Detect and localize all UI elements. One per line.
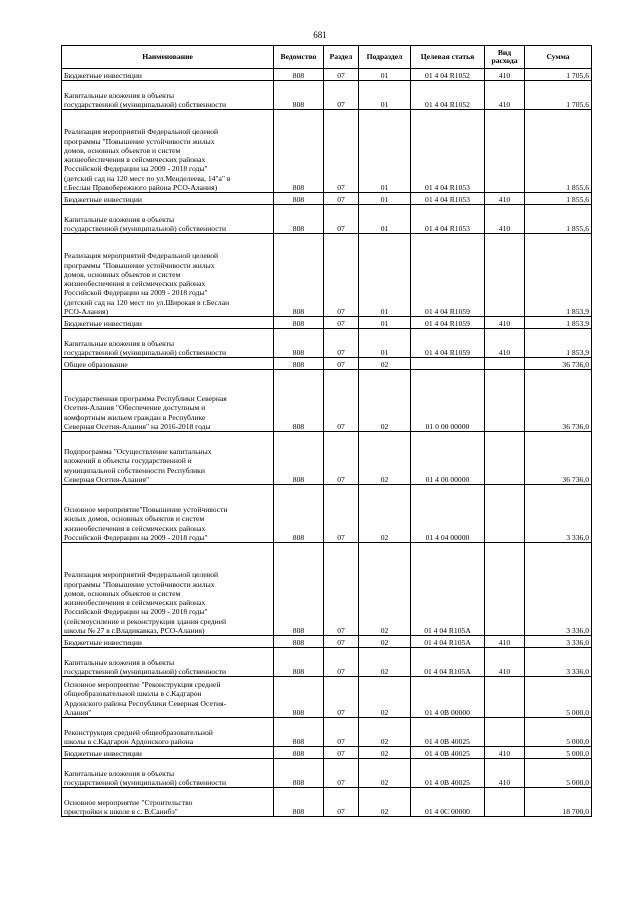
cell-subsection: 02: [359, 432, 411, 485]
table-row: [62, 358, 592, 370]
cell-name: Государственная программа Республики Северная Осетия-Алания "Обеспечение доступным и комфортным жильем граждан в Республике Северная Осетия-Алания" на 2016-2018 годы: [62, 370, 274, 432]
cell-name: Реализация мероприятий Федеральной целевой программы "Повышение устойчивости жилых домов, основных объектов и систем жизнеобеспечения в сейсмических районах Российской Федерации на 2009 - 2018 годы" (детский сад на 120 мест по ул.Менделеева, 14"а" в г.Беслан Правобережного района РСО-Алания): [62, 110, 274, 193]
cell-sum: 1 855,6: [525, 193, 592, 205]
cell-dept: 808: [274, 747, 324, 759]
cell-section: 07: [324, 788, 359, 817]
header-exp-type: Вид расхода: [485, 46, 525, 69]
cell-dept: 808: [274, 485, 324, 543]
cell-sum: 5 000,0: [525, 759, 592, 788]
cell-section: 07: [324, 759, 359, 788]
cell-name: Основное мероприятие "Реконструкция средней общеобразовательной школы в с.Кадгарон Ардонского района Республики Северная Осетия- Алания": [62, 677, 274, 718]
cell-dept: 808: [274, 370, 324, 432]
table-row: [62, 370, 592, 432]
cell-subsection: 02: [359, 370, 411, 432]
cell-target: [411, 358, 485, 370]
cell-section: 07: [324, 636, 359, 648]
cell-section: 07: [324, 648, 359, 677]
cell-dept: 808: [274, 636, 324, 648]
cell-sum: 1 705,6: [525, 81, 592, 110]
cell-dept: 808: [274, 432, 324, 485]
cell-target: 01 4 04 R1053: [411, 205, 485, 234]
cell-dept: 808: [274, 205, 324, 234]
cell-sum: 3 336,0: [525, 648, 592, 677]
cell-name: Бюджетные инвестиции: [62, 747, 274, 759]
table-row: [62, 317, 592, 329]
cell-subsection: 01: [359, 205, 411, 234]
cell-dept: 808: [274, 648, 324, 677]
table-row: [62, 718, 592, 747]
cell-name: Капитальные вложения в объекты государственной (муниципальной) собственности: [62, 648, 274, 677]
cell-exp-type: [485, 788, 525, 817]
cell-subsection: 02: [359, 485, 411, 543]
cell-name: Реализация мероприятий Федеральной целевой программы "Повышение устойчивости жилых домов, основных объектов и систем жизнеобеспечения в сейсмических районах Российской Федерации на 2009 - 2018 годы" (сейсмоусиление и реконструкция здания средней школы № 27 в г.Владикавказ, РСО-Алания): [62, 543, 274, 636]
cell-sum: 1 853,9: [525, 329, 592, 358]
cell-subsection: 01: [359, 193, 411, 205]
cell-name: Реконструкция средней общеобразовательной школы в с.Кадгарон Ардонского района: [62, 718, 274, 747]
cell-subsection: 02: [359, 788, 411, 817]
cell-exp-type: 410: [485, 205, 525, 234]
cell-subsection: 02: [359, 747, 411, 759]
cell-section: 07: [324, 485, 359, 543]
header-section: Раздел: [324, 46, 359, 69]
cell-target: 01 0 00 00000: [411, 370, 485, 432]
cell-sum: 1 855,6: [525, 205, 592, 234]
cell-exp-type: 410: [485, 69, 525, 81]
cell-sum: 36 736,0: [525, 370, 592, 432]
cell-target: 01 4 04 R1052: [411, 69, 485, 81]
cell-target: 01 4 04 R1059: [411, 234, 485, 317]
cell-dept: 808: [274, 718, 324, 747]
cell-dept: 808: [274, 358, 324, 370]
cell-section: 07: [324, 234, 359, 317]
cell-exp-type: 410: [485, 193, 525, 205]
table-header: [62, 46, 592, 69]
cell-name: Бюджетные инвестиции: [62, 636, 274, 648]
cell-name: Основное мероприятие"Повышение устойчивости жилых домов, основных объектов и систем жизнеобеспечения в сейсмических районах Российской Федерации на 2009 - 2018 годы": [62, 485, 274, 543]
cell-subsection: 02: [359, 677, 411, 718]
cell-exp-type: 410: [485, 329, 525, 358]
cell-section: 07: [324, 317, 359, 329]
cell-target: 01 4 04 R105A: [411, 636, 485, 648]
cell-exp-type: [485, 234, 525, 317]
cell-sum: 5 000,0: [525, 677, 592, 718]
table-row: [62, 69, 592, 81]
cell-target: 01 4 04 R1059: [411, 317, 485, 329]
cell-name: Бюджетные инвестиции: [62, 69, 274, 81]
cell-section: 07: [324, 358, 359, 370]
table-row: [62, 747, 592, 759]
cell-target: 01 4 0В 40025: [411, 718, 485, 747]
cell-target: 01 4 04 R1053: [411, 110, 485, 193]
cell-name: Основное мероприятие "Строительство пристройки к школе в с. В.Санибэ": [62, 788, 274, 817]
cell-dept: 808: [274, 788, 324, 817]
cell-exp-type: [485, 485, 525, 543]
cell-dept: 808: [274, 329, 324, 358]
cell-exp-type: [485, 677, 525, 718]
cell-section: 07: [324, 718, 359, 747]
cell-section: 07: [324, 110, 359, 193]
table-row: [62, 432, 592, 485]
cell-name: Капитальные вложения в объекты государственной (муниципальной) собственности: [62, 205, 274, 234]
cell-name: Бюджетные инвестиции: [62, 317, 274, 329]
cell-name: Бюджетные инвестиции: [62, 193, 274, 205]
table-row: [62, 205, 592, 234]
cell-dept: 808: [274, 543, 324, 636]
cell-target: 01 4 00 00000: [411, 432, 485, 485]
cell-subsection: 02: [359, 636, 411, 648]
table-row: [62, 193, 592, 205]
cell-section: 07: [324, 205, 359, 234]
cell-sum: 1 853,9: [525, 317, 592, 329]
table-row: [62, 234, 592, 317]
cell-sum: 5 000,0: [525, 747, 592, 759]
cell-target: 01 4 04 00000: [411, 485, 485, 543]
cell-exp-type: 410: [485, 81, 525, 110]
cell-sum: 36 736,0: [525, 358, 592, 370]
table-row: [62, 648, 592, 677]
cell-sum: 3 336,0: [525, 543, 592, 636]
table-body: [62, 69, 592, 817]
cell-exp-type: 410: [485, 759, 525, 788]
cell-sum: 36 736,0: [525, 432, 592, 485]
header-dept: Ведомство: [274, 46, 324, 69]
cell-subsection: 01: [359, 69, 411, 81]
cell-sum: 1 855,6: [525, 110, 592, 193]
cell-dept: 808: [274, 110, 324, 193]
cell-target: 01 4 0В 40025: [411, 759, 485, 788]
cell-name: Реализация мероприятий Федеральной целевой программы "Повышение устойчивости жилых домов, основных объектов и систем жизнеобеспечения в сейсмических районах Российской Федерации на 2009 - 2018 годы" (детский сад на 120 мест по ул.Широкая в г.Беслан РСО-Алания): [62, 234, 274, 317]
cell-dept: 808: [274, 317, 324, 329]
cell-sum: 3 336,0: [525, 636, 592, 648]
cell-dept: 808: [274, 193, 324, 205]
table-row: [62, 81, 592, 110]
cell-dept: 808: [274, 69, 324, 81]
cell-section: 07: [324, 69, 359, 81]
cell-subsection: 01: [359, 81, 411, 110]
table-row: [62, 110, 592, 193]
cell-exp-type: [485, 370, 525, 432]
cell-subsection: 02: [359, 543, 411, 636]
table-row: [62, 485, 592, 543]
cell-name: Общее образование: [62, 358, 274, 370]
cell-exp-type: [485, 432, 525, 485]
cell-target: 01 4 04 R105A: [411, 543, 485, 636]
cell-section: 07: [324, 193, 359, 205]
cell-subsection: 01: [359, 234, 411, 317]
cell-exp-type: [485, 543, 525, 636]
cell-section: 07: [324, 677, 359, 718]
budget-table: [61, 45, 592, 817]
cell-target: 01 4 04 R1053: [411, 193, 485, 205]
cell-exp-type: [485, 358, 525, 370]
cell-target: 01 4 0С 00000: [411, 788, 485, 817]
cell-target: 01 4 04 R1052: [411, 81, 485, 110]
cell-name: Капитальные вложения в объекты государственной (муниципальной) собственности: [62, 329, 274, 358]
cell-subsection: 01: [359, 329, 411, 358]
cell-dept: 808: [274, 759, 324, 788]
table-row: [62, 677, 592, 718]
cell-sum: 1 705,6: [525, 69, 592, 81]
cell-subsection: 02: [359, 718, 411, 747]
table-row: [62, 329, 592, 358]
table-row: [62, 759, 592, 788]
cell-sum: 3 336,0: [525, 485, 592, 543]
cell-section: 07: [324, 370, 359, 432]
header-sum: Сумма: [525, 46, 592, 69]
cell-name: Капитальные вложения в объекты государственной (муниципальной) собственности: [62, 81, 274, 110]
header-target: Целевая статья: [411, 46, 485, 69]
cell-section: 07: [324, 432, 359, 485]
cell-section: 07: [324, 329, 359, 358]
page-number: 681: [313, 30, 327, 40]
cell-dept: 808: [274, 234, 324, 317]
cell-exp-type: 410: [485, 747, 525, 759]
cell-exp-type: 410: [485, 636, 525, 648]
cell-name: Подпрограмма "Осуществление капитальных вложений в объекты государственной и муниципальной собственности Республики Северная Осетия-Алания": [62, 432, 274, 485]
cell-subsection: 01: [359, 110, 411, 193]
table-row: [62, 636, 592, 648]
cell-sum: 1 853,9: [525, 234, 592, 317]
cell-sum: 18 700,0: [525, 788, 592, 817]
cell-target: 01 4 0В 00000: [411, 677, 485, 718]
cell-exp-type: 410: [485, 317, 525, 329]
cell-target: 01 4 04 R105A: [411, 648, 485, 677]
cell-section: 07: [324, 747, 359, 759]
cell-exp-type: 410: [485, 648, 525, 677]
header-subsection: Подраздел: [359, 46, 411, 69]
cell-subsection: 02: [359, 759, 411, 788]
cell-exp-type: [485, 718, 525, 747]
cell-dept: 808: [274, 677, 324, 718]
cell-subsection: 02: [359, 358, 411, 370]
table-row: [62, 543, 592, 636]
cell-sum: 5 000,0: [525, 718, 592, 747]
cell-exp-type: [485, 110, 525, 193]
cell-target: 01 4 0В 40025: [411, 747, 485, 759]
cell-section: 07: [324, 81, 359, 110]
table-row: [62, 788, 592, 817]
cell-subsection: 01: [359, 317, 411, 329]
cell-target: 01 4 04 R1059: [411, 329, 485, 358]
cell-name: Капитальные вложения в объекты государственной (муниципальной) собственности: [62, 759, 274, 788]
cell-subsection: 02: [359, 648, 411, 677]
cell-dept: 808: [274, 81, 324, 110]
header-name: Наименование: [62, 46, 274, 69]
cell-section: 07: [324, 543, 359, 636]
